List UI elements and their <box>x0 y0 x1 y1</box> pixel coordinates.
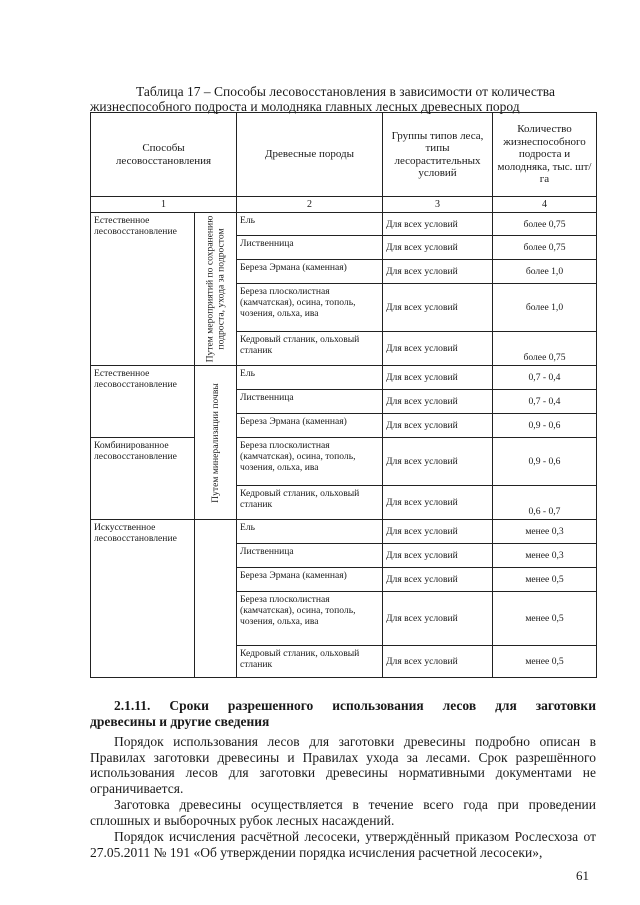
column-number: 2 <box>237 197 383 213</box>
column-number: 3 <box>383 197 493 213</box>
species-cell: Ель <box>237 213 383 236</box>
species-cell: Береза Эрмана (каменная) <box>237 568 383 592</box>
section-heading <box>90 698 596 730</box>
header-methods: Способы лесовосстановления <box>91 113 237 197</box>
condition-cell: Для всех условий <box>383 236 493 260</box>
species-cell: Кедровый стланик, ольховый стланик <box>237 646 383 678</box>
condition-cell: Для всех условий <box>383 366 493 390</box>
table-row <box>91 520 597 544</box>
condition-cell: Для всех условий <box>383 568 493 592</box>
species-cell: Лиственница <box>237 544 383 568</box>
species-cell: Береза Эрмана (каменная) <box>237 260 383 284</box>
quantity-cell: менее 0,5 <box>493 646 597 678</box>
paragraph: Порядок использования лесов для заготовки древесины подробно описан в Правилах заготовки древесины и Правилах ухода за лесами. Срок разрешённого использования лесов для заготовки древесины нормативными документами не ограничивается. <box>90 734 596 796</box>
table-header-row <box>91 113 597 197</box>
paragraph: Порядок исчисления расчётной лесосеки, утверждённый приказом Рослесхоза от 27.05.2011 № 191 «Об утверждении порядка исчисления расчетной лесосеки», <box>90 829 596 860</box>
column-number: 1 <box>91 197 237 213</box>
species-cell: Береза плосколистная (камчатская), осина, тополь, чозения, ольха, ива <box>237 592 383 646</box>
section-heading-line-1: 2.1.11. Сроки разрешенного использования лесов для заготовки <box>114 698 596 713</box>
section-heading-line-2: древесины и другие сведения <box>90 714 270 729</box>
sub-method-cell <box>195 366 237 520</box>
quantity-cell: менее 0,5 <box>493 568 597 592</box>
quantity-cell: менее 0,3 <box>493 544 597 568</box>
condition-cell: Для всех условий <box>383 213 493 236</box>
header-species: Древесные породы <box>237 113 383 197</box>
quantity-cell: 0,7 - 0,4 <box>493 390 597 414</box>
condition-cell: Для всех условий <box>383 520 493 544</box>
quantity-cell: менее 0,5 <box>493 592 597 646</box>
caption-line-2: жизнеспособного подроста и молодняка главных лесных древесных пород <box>90 99 520 114</box>
method-cell: Комбинированное лесовосстановление <box>91 438 195 520</box>
condition-cell: Для всех условий <box>383 486 493 520</box>
species-cell: Кедровый стланик, ольховый стланик <box>237 486 383 520</box>
quantity-cell: более 0,75 <box>493 213 597 236</box>
species-cell: Ель <box>237 520 383 544</box>
quantity-cell: более 0,75 <box>493 236 597 260</box>
species-cell: Береза плосколистная (камчатская), осина, тополь, чозения, ольха, ива <box>237 284 383 332</box>
species-cell: Ель <box>237 366 383 390</box>
method-cell: Естественное лесовосстановление <box>91 213 195 366</box>
species-cell: Кедровый стланик, ольховый стланик <box>237 332 383 366</box>
condition-cell: Для всех условий <box>383 332 493 366</box>
sub-method-cell <box>195 520 237 678</box>
method-cell: Искусственное лесовосстановление <box>91 520 195 678</box>
table-row <box>91 366 597 390</box>
condition-cell: Для всех условий <box>383 284 493 332</box>
sub-method-text: Путем мероприятий по сохранению подроста, ухода за подростом <box>204 215 226 363</box>
quantity-cell: менее 0,3 <box>493 520 597 544</box>
species-cell: Береза Эрмана (каменная) <box>237 414 383 438</box>
method-cell: Естественное лесовосстановление <box>91 366 195 438</box>
column-number-row <box>91 197 597 213</box>
species-cell: Лиственница <box>237 236 383 260</box>
page-number: 61 <box>576 868 589 883</box>
condition-cell: Для всех условий <box>383 390 493 414</box>
quantity-cell: 0,7 - 0,4 <box>493 366 597 390</box>
sub-method-text: Путем минерализации почвы <box>209 382 221 503</box>
condition-cell: Для всех условий <box>383 646 493 678</box>
condition-cell: Для всех условий <box>383 592 493 646</box>
quantity-cell: более 1,0 <box>493 260 597 284</box>
table-row <box>91 213 597 236</box>
table-caption <box>90 84 596 114</box>
species-cell: Лиственница <box>237 390 383 414</box>
sub-method-cell <box>195 213 237 366</box>
header-quantity: Количество жизнеспособного подроста и молодняка, тыс. шт/га <box>493 113 597 197</box>
table-row <box>91 438 597 486</box>
quantity-cell: 0,9 - 0,6 <box>493 438 597 486</box>
condition-cell: Для всех условий <box>383 260 493 284</box>
species-cell: Береза плосколистная (камчатская), осина, тополь, чозения, ольха, ива <box>237 438 383 486</box>
reforestation-table <box>90 112 597 678</box>
quantity-cell: более 1,0 <box>493 284 597 332</box>
condition-cell: Для всех условий <box>383 414 493 438</box>
caption-line-1: Таблица 17 – Способы лесовосстановления в зависимости от количества <box>136 84 555 99</box>
quantity-cell: 0,6 - 0,7 <box>493 486 597 520</box>
quantity-cell: более 0,75 <box>493 332 597 366</box>
condition-cell: Для всех условий <box>383 544 493 568</box>
condition-cell: Для всех условий <box>383 438 493 486</box>
column-number: 4 <box>493 197 597 213</box>
quantity-cell: 0,9 - 0,6 <box>493 414 597 438</box>
header-groups: Группы типов леса, типы лесорастительных условий <box>383 113 493 197</box>
paragraph: Заготовка древесины осуществляется в течение всего года при проведении сплошных и выборочных рубок лесных насаждений. <box>90 797 596 828</box>
